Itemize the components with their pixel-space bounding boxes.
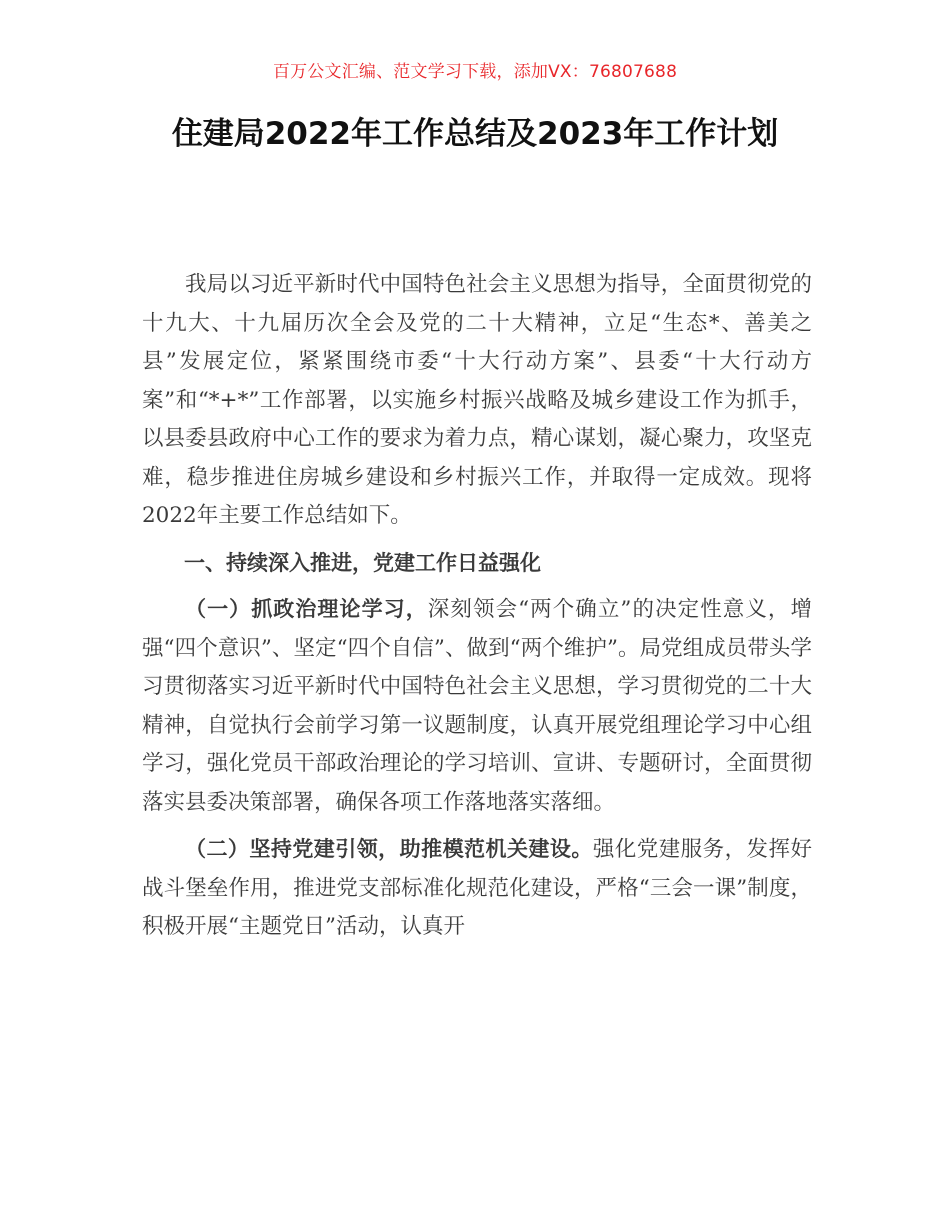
item-text-2: 强化党建服务，发挥好战斗堡垒作用，推进党支部标准化规范化建设，严格“三会一课”制度，积极开展“主题党日”活动，认真开 bbox=[142, 837, 812, 939]
intro-paragraph: 我局以习近平新时代中国特色社会主义思想为指导，全面贯彻党的十九大、十九届历次全会及党的二十大精神，立足“生态*、善美之县”发展定位，紧紧围绕市委“十大行动方案”、县委“十大行动方案”和“*+*”工作部署，以实施乡村振兴战略及城乡建设工作为抓手，以县委县政府中心工作的要求为着力点，精心谋划，凝心聚力，攻坚克难，稳步推进住房城乡建设和乡村振兴工作，并取得一定成效。现将2022年主要工作总结如下。 bbox=[142, 272, 812, 528]
item-text-1: 深刻领会“两个确立”的决定性意义，增强“四个意识”、坚定“四个自信”、做到“两个维护”。局党组成员带头学习贯彻落实习近平新时代中国特色社会主义思想，学习贯彻党的二十大精神，自觉执行会前学习第一议题制度，认真开展党组理论学习中心组学习，强化党员干部政治理论的学习培训、宣讲、专题研讨，全面贯彻落实县委决策部署，确保各项工作落地落实落细。 bbox=[142, 597, 812, 815]
section-heading-1: 一、持续深入推进，党建工作日益强化 bbox=[184, 550, 541, 575]
header-banner: 百万公文汇编、范文学习下载，添加VX：76807688 bbox=[272, 62, 678, 82]
item-paragraph-1 bbox=[142, 590, 812, 822]
document-body bbox=[142, 266, 812, 955]
item-lead-1: （一）抓政治理论学习， bbox=[185, 597, 428, 621]
item-paragraph-2 bbox=[142, 830, 812, 947]
item-lead-2: （二）坚持党建引领，助推模范机关建设。 bbox=[185, 837, 593, 861]
document-title: 住建局2022年工作总结及2023年工作计划 bbox=[171, 116, 779, 152]
